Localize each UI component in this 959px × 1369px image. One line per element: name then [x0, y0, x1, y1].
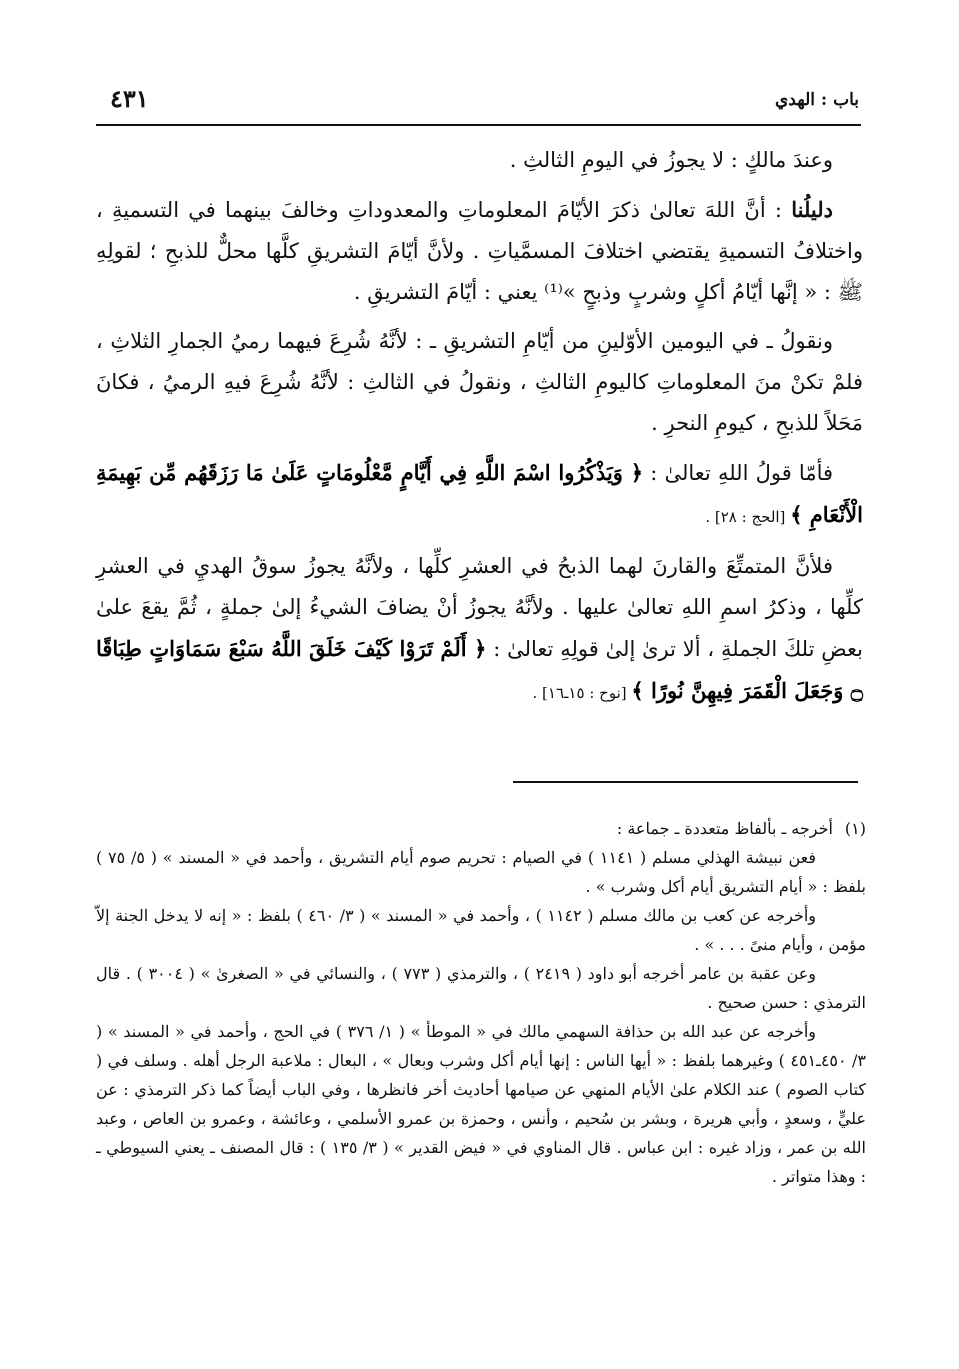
- footnote-1-heading: أخرجه ـ بألفاظ متعددة ـ جماعة :: [616, 819, 833, 838]
- footnotes: [96, 814, 866, 1191]
- quran-verse-nuh: ﴿ أَلَمْ تَرَوْا كَيْفَ خَلَقَ اللَّهُ سَبْعَ سَمَاوَاتٍ طِبَاقًا ۝ وَجَعَلَ الْقَمَرَ فِيهِنَّ نُورًا ﴾: [96, 636, 863, 703]
- paragraph-2: [96, 189, 863, 313]
- paragraph-4: [96, 452, 863, 538]
- paragraph-5: [96, 546, 863, 714]
- footnote-1-intro: [96, 814, 866, 843]
- paragraph-2-lead: دليلُنا: [791, 197, 833, 222]
- paragraph-2-text: : أنَّ اللهَ تعالىٰ ذكرَ الأيّامَ المعلوماتِ والمعدوداتِ وخالفَ بينهما في التسميةِ ، واختلافُ التسميةِ يقتضي اختلافَ المسمَّياتِ . ولأنَّ أيّامَ التشريقِ كلَّها محلٌّ للذبحِ ؛ لقولِهِ ﷺ : « إنَّها أيّامُ أكلٍ وشربٍ وذبحٍ »⁽¹⁾ يعني : أيّامَ التشريقِ .: [96, 198, 863, 304]
- footnote-separator: [513, 781, 858, 783]
- footnote-1-para-2: وأخرجه عن كعب بن مالك مسلم ( ١١٤٢ ) ، وأحمد في « المسند » ( ٣/ ٤٦٠ ) بلفظ : « إنه لا يدخل الجنة إلاّ مؤمن ، وأيام منىً . . . » .: [96, 906, 866, 954]
- section-title: باب : الهدي: [775, 90, 859, 110]
- page-number: ٤٣١: [110, 84, 149, 113]
- footnote-marker: (١): [844, 819, 866, 838]
- main-text: [96, 140, 863, 722]
- verse-reference-nuh: [نوح : ١٥ـ١٦] .: [532, 684, 632, 702]
- verse-reference-hajj: [الحج : ٢٨] .: [705, 508, 791, 526]
- paragraph-4-lead: فأمّا قولُ اللهِ تعالىٰ :: [643, 461, 834, 485]
- paragraph-1: وعندَ مالكٍ : لا يجوزُ في اليومِ الثالثِ .: [509, 148, 833, 172]
- footnote-1-para-1: فعن نبيشة الهذلي مسلم ( ١١٤١ ) في الصيام : تحريم صوم أيام التشريق ، وأحمد في « المسند » ( ٥/ ٧٥ ) بلفظ : « أيام التشريق أيام أكل وشرب » .: [96, 848, 866, 896]
- quran-verse-hajj: ﴿ وَيَذْكُرُوا اسْمَ اللَّهِ فِي أَيَّامٍ مَّعْلُومَاتٍ عَلَىٰ مَا رَزَقَهُم مِّن بَهِيمَةِ الْأَنْعَامِ ﴾: [96, 460, 863, 527]
- paragraph-3: ونقولُ ـ في اليومين الأوّلينِ من أيّامِ التشريقِ ـ : لأنَّهُ شُرِعَ فيهما رميُ الجمارِ الثلاثِ ، فلمْ تكنْ منَ المعلوماتِ كاليومِ الثالثِ ، ونقولُ في الثالثِ : لأنَّهُ شُرِعَ فيهِ الرميُ ، فكانَ مَحَلاً للذبحِ ، كيومِ النحرِ .: [96, 329, 863, 435]
- page-header: [96, 84, 861, 126]
- footnote-1-para-3: وعن عقبة بن عامر أخرجه أبو داود ( ٢٤١٩ ) ، والترمذي ( ٧٧٣ ) ، والنسائي في « الصغرىٰ » ( ٣٠٠٤ ) . قال الترمذي : حسن صحيح .: [96, 964, 866, 1012]
- footnote-1-para-4: وأخرجه عن عبد الله بن حذافة السهمي مالك في « الموطأ » ( ١/ ٣٧٦ ) في الحج ، وأحمد في « المسند » ( ٣/ ٤٥٠ـ٤٥١ ) وغيرهما بلفظ : « أيها الناس : إنها أيام أكل وشرب وبعال » ، البعال : ملاعبة الرجل أهله . وسلف في ( كتاب الصوم ) عند الكلام علىٰ الأيام المنهي عن صيامها أحاديث أخر فانظرها ، وفي الباب أيضاً كما ذكر الترمذي : عن عليٍّ ، وسعدٍ ، وأبي هريرة ، وبشر بن سُحيم ، وأنس ، وحمزة بن عمرو الأسلمي ، وعائشة ، وعمرو بن العاص ، وعبد الله بن عمر ، وزاد غيره : ابن عباس . قال المناوي في « فيض القدير » ( ٣/ ١٣٥ ) : قال المصنف ـ يعني السيوطي ـ : وهذا متواتر .: [96, 1022, 866, 1186]
- paragraph-5-lead: فلأنَّ المتمتِّعَ والقارنَ لهما الذبحُ في العشرِ كلِّها ، ولأنَّهُ يجوزُ سوقُ الهديِ في العشرِ كلِّها ، وذكرُ اسمِ اللهِ تعالىٰ عليها . ولأنَّهُ يجوزُ أنْ يضافَ الشيءُ إلىٰ جملةٍ ، ثُمَّ يقعَ علىٰ بعضِ تلكَ الجملةِ ، ألا ترىٰ إلىٰ قولِهِ تعالىٰ :: [96, 554, 863, 661]
